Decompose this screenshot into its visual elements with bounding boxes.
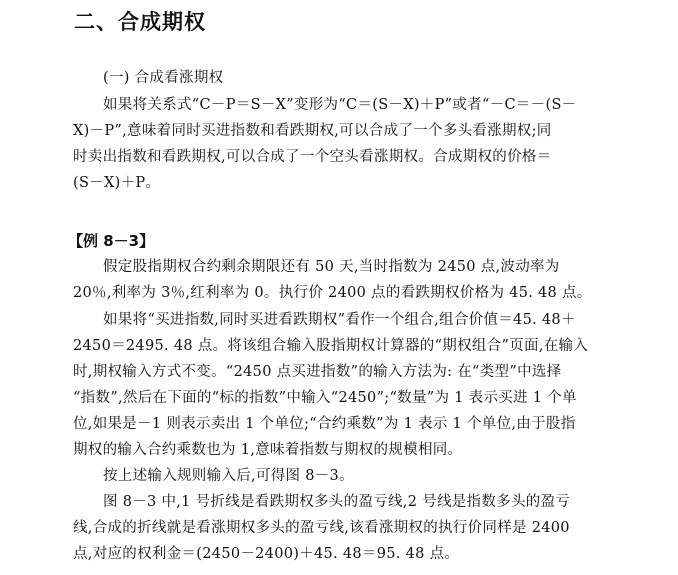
paragraph-line: (S－X)＋P。 [73, 175, 161, 191]
example-label: 【例 8－3】 [68, 232, 155, 250]
paragraph-line: 线,合成的折线就是看涨期权多头的盈亏线,该看涨期权的执行价同样是 2400 [73, 520, 570, 536]
paragraph-line: 时,期权输入方式不变。“2450 点买进指数”的输入方法为: 在“类型”中选择 [73, 364, 562, 380]
paragraph-line: 位,如果是－1 则表示卖出 1 个单位;“合约乘数”为 1 表示 1 个单位,由于股指 [73, 416, 576, 432]
paragraph-line: 期权的输入合约乘数也为 1,意味着指数与期权的规模相同。 [73, 442, 463, 458]
paragraph-line: 点,对应的权利金＝(2450－2400)＋45. 48＝95. 48 点。 [73, 546, 460, 562]
paragraph-line: X)－P”,意味着同时买进指数和看跌期权,可以合成了一个多头看涨期权;同 [73, 123, 552, 139]
paragraph-line: 假定股指期权合约剩余期限还有 50 天,当时指数为 2450 点,波动率为 [103, 259, 560, 275]
subsection-title: (一) 合成看涨期权 [103, 70, 224, 86]
paragraph-line: 如果将关系式“C－P＝S－X”变形为“C＝(S－X)＋P”或者“－C＝－(S－ [103, 97, 577, 113]
paragraph-line: 如果将“买进指数,同时买进看跌期权”看作一个组合,组合价值＝45. 48＋ [103, 312, 576, 328]
paragraph-line: 按上述输入规则输入后,可得图 8－3。 [103, 468, 354, 484]
paragraph-line: 2450＝2495. 48 点。将该组合输入股指期权计算器的“期权组合”页面,在输入 [73, 338, 589, 354]
paragraph-line: “指数”,然后在下面的“标的指数”中输入“2450”;“数量”为 1 表示买进 1 个单 [73, 390, 577, 406]
paragraph-line: 时卖出指数和看跌期权,可以合成了一个空头看涨期权。合成期权的价格＝ [73, 149, 552, 165]
paragraph-line: 图 8－3 中,1 号折线是看跌期权多头的盈亏线,2 号线是指数多头的盈亏 [103, 494, 571, 510]
paragraph-line: 20％,利率为 3％,红利率为 0。执行价 2400 点的看跌期权价格为 45. 48 点。 [73, 285, 592, 301]
section-title: 二、合成期权 [74, 10, 206, 34]
